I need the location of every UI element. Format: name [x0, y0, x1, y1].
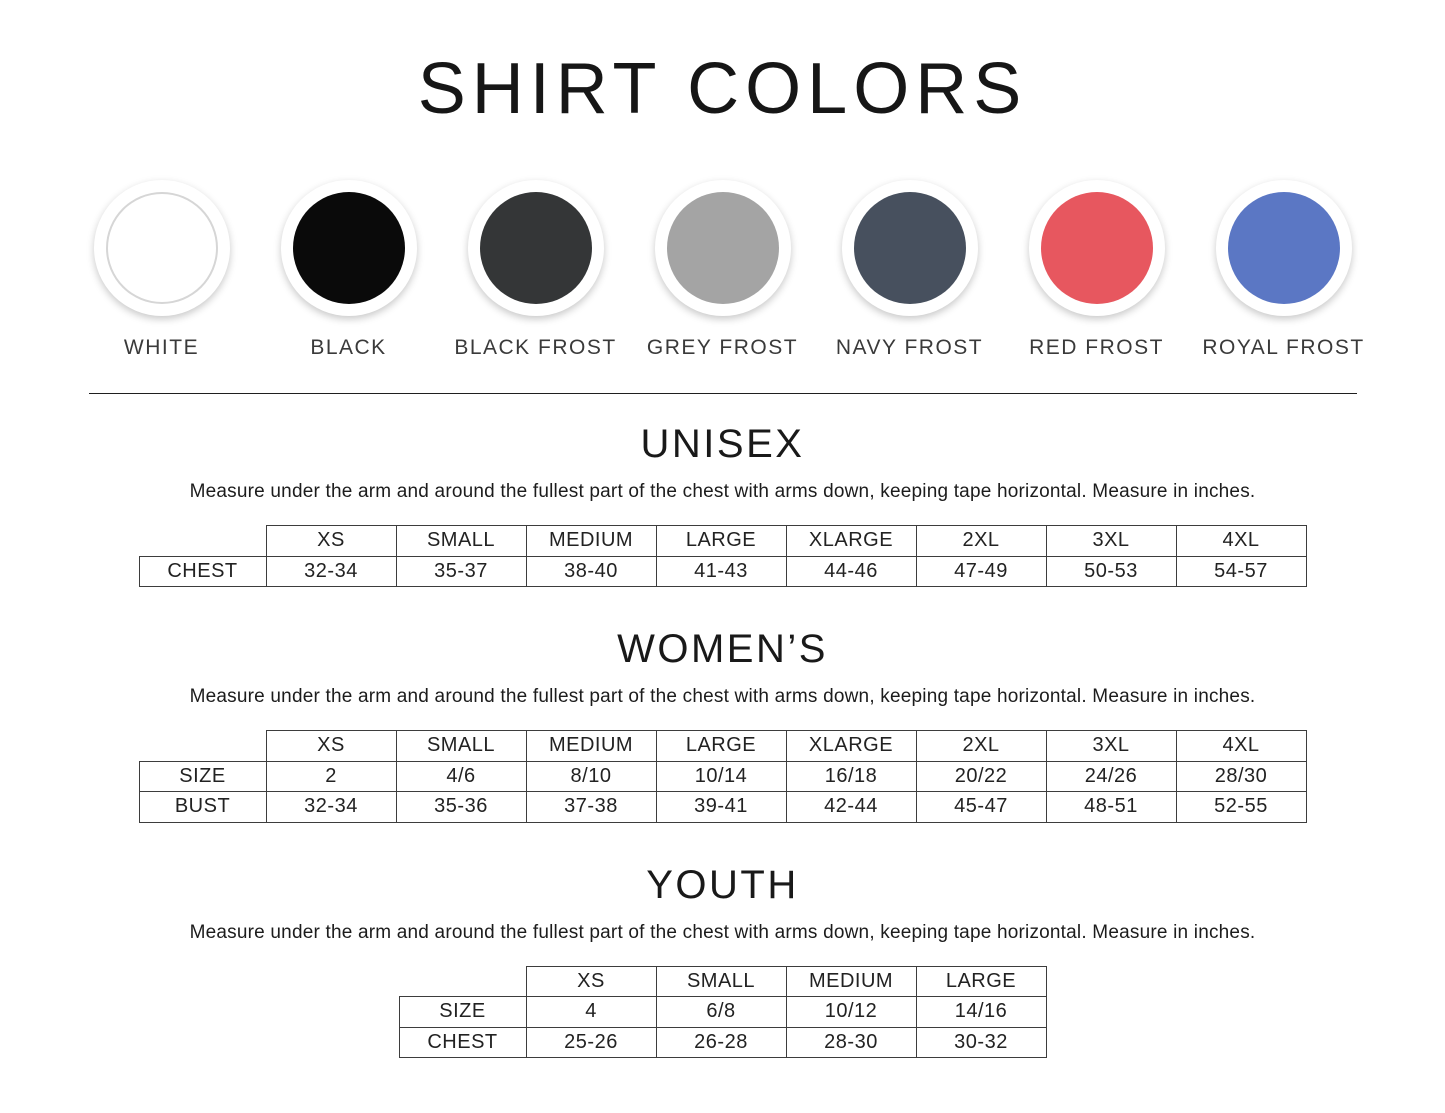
size-table-row	[139, 792, 1306, 823]
size-cell: 24/26	[1046, 761, 1176, 792]
size-cell: 30-32	[916, 1027, 1046, 1058]
color-disc	[1041, 192, 1153, 304]
size-cell: 52-55	[1176, 792, 1306, 823]
size-table-header-row	[139, 526, 1306, 557]
size-column-header: SMALL	[656, 966, 786, 997]
size-chart-table	[139, 525, 1307, 587]
size-cell: 14/16	[916, 997, 1046, 1028]
size-table-row	[139, 761, 1306, 792]
size-cell: 38-40	[526, 556, 656, 587]
size-cell: 32-34	[266, 556, 396, 587]
size-row-label: CHEST	[399, 1027, 526, 1058]
size-column-header: XS	[266, 731, 396, 762]
size-cell: 54-57	[1176, 556, 1306, 587]
size-table-header-row	[139, 731, 1306, 762]
size-chart-section	[0, 627, 1445, 823]
size-chart-table	[139, 730, 1307, 823]
size-chart-section	[0, 863, 1445, 1059]
size-cell: 37-38	[526, 792, 656, 823]
size-cell: 28-30	[786, 1027, 916, 1058]
size-column-header: 2XL	[916, 731, 1046, 762]
size-table-header-row	[399, 966, 1046, 997]
size-cell: 41-43	[656, 556, 786, 587]
size-column-header: MEDIUM	[526, 526, 656, 557]
size-column-header: XLARGE	[786, 731, 916, 762]
size-row-label: BUST	[139, 792, 266, 823]
section-divider	[89, 393, 1357, 394]
size-column-header: LARGE	[916, 966, 1046, 997]
size-column-header: 3XL	[1046, 731, 1176, 762]
size-column-header: 4XL	[1176, 731, 1306, 762]
size-column-header: MEDIUM	[526, 731, 656, 762]
color-swatch-ring	[1029, 180, 1165, 316]
size-cell: 47-49	[916, 556, 1046, 587]
size-column-header: XS	[526, 966, 656, 997]
color-swatch	[260, 180, 438, 360]
size-chart-title: YOUTH	[646, 862, 799, 907]
color-swatch-ring	[94, 180, 230, 316]
size-column-header: 3XL	[1046, 526, 1176, 557]
size-column-header: LARGE	[656, 731, 786, 762]
page-title: SHIRT COLORS	[417, 49, 1028, 129]
size-cell: 4/6	[396, 761, 526, 792]
color-swatch	[1195, 180, 1373, 360]
size-cell: 50-53	[1046, 556, 1176, 587]
color-disc	[480, 192, 592, 304]
size-chart-instructions: Measure under the arm and around the fullest part of the chest with arms down, keeping tape horizontal. Measure in inches.	[189, 481, 1256, 502]
size-cell: 10/12	[786, 997, 916, 1028]
color-label: GREY FROST	[646, 336, 799, 359]
size-row-label: SIZE	[139, 761, 266, 792]
size-chart-title: UNISEX	[640, 422, 805, 466]
size-column-header: LARGE	[656, 526, 786, 557]
size-column-header: MEDIUM	[786, 966, 916, 997]
color-swatch-ring	[468, 180, 604, 316]
size-cell: 16/18	[786, 761, 916, 792]
table-corner-cell	[139, 526, 266, 557]
size-cell: 20/22	[916, 761, 1046, 792]
size-cell: 45-47	[916, 792, 1046, 823]
color-swatch	[73, 180, 251, 360]
size-cell: 48-51	[1046, 792, 1176, 823]
size-cell: 35-36	[396, 792, 526, 823]
color-swatch-ring	[1216, 180, 1352, 316]
size-column-header: XS	[266, 526, 396, 557]
size-chart-section	[0, 422, 1445, 587]
color-disc	[854, 192, 966, 304]
size-cell: 26-28	[656, 1027, 786, 1058]
color-disc	[293, 192, 405, 304]
color-swatch-ring	[281, 180, 417, 316]
size-table-row	[399, 1027, 1046, 1058]
color-label: BLACK	[310, 336, 387, 359]
size-cell: 6/8	[656, 997, 786, 1028]
size-chart-instructions: Measure under the arm and around the fullest part of the chest with arms down, keeping tape horizontal. Measure in inches.	[189, 921, 1256, 943]
size-column-header: XLARGE	[786, 526, 916, 557]
size-table-row	[399, 997, 1046, 1028]
size-column-header: 2XL	[916, 526, 1046, 557]
size-column-header: SMALL	[396, 731, 526, 762]
color-swatch	[634, 180, 812, 360]
size-cell: 42-44	[786, 792, 916, 823]
size-cell: 32-34	[266, 792, 396, 823]
color-label: BLACK FROST	[454, 336, 617, 359]
color-swatch-ring	[655, 180, 791, 316]
color-label: ROYAL FROST	[1202, 336, 1365, 359]
size-cell: 35-37	[396, 556, 526, 587]
size-cell: 44-46	[786, 556, 916, 587]
size-chart-table	[399, 966, 1047, 1059]
size-cell: 28/30	[1176, 761, 1306, 792]
size-cell: 8/10	[526, 761, 656, 792]
color-disc	[667, 192, 779, 304]
table-corner-cell	[399, 966, 526, 997]
table-corner-cell	[139, 731, 266, 762]
size-cell: 10/14	[656, 761, 786, 792]
size-cell: 39-41	[656, 792, 786, 823]
size-chart-title: WOMEN’S	[617, 627, 828, 671]
size-column-header: SMALL	[396, 526, 526, 557]
size-row-label: CHEST	[139, 556, 266, 587]
color-label: WHITE	[123, 336, 200, 359]
color-swatch	[1008, 180, 1186, 360]
color-swatch	[447, 180, 625, 360]
size-table-row	[139, 556, 1306, 587]
color-disc	[106, 192, 218, 304]
color-swatch-ring	[842, 180, 978, 316]
color-label: NAVY FROST	[835, 336, 984, 359]
color-disc	[1228, 192, 1340, 304]
size-cell: 25-26	[526, 1027, 656, 1058]
color-swatch	[821, 180, 999, 360]
size-row-label: SIZE	[399, 997, 526, 1028]
color-swatch-row	[73, 180, 1373, 360]
size-cell: 2	[266, 761, 396, 792]
size-charts	[0, 422, 1445, 1058]
size-chart-instructions: Measure under the arm and around the fullest part of the chest with arms down, keeping tape horizontal. Measure in inches.	[189, 686, 1256, 707]
size-cell: 4	[526, 997, 656, 1028]
size-column-header: 4XL	[1176, 526, 1306, 557]
color-label: RED FROST	[1029, 336, 1164, 359]
